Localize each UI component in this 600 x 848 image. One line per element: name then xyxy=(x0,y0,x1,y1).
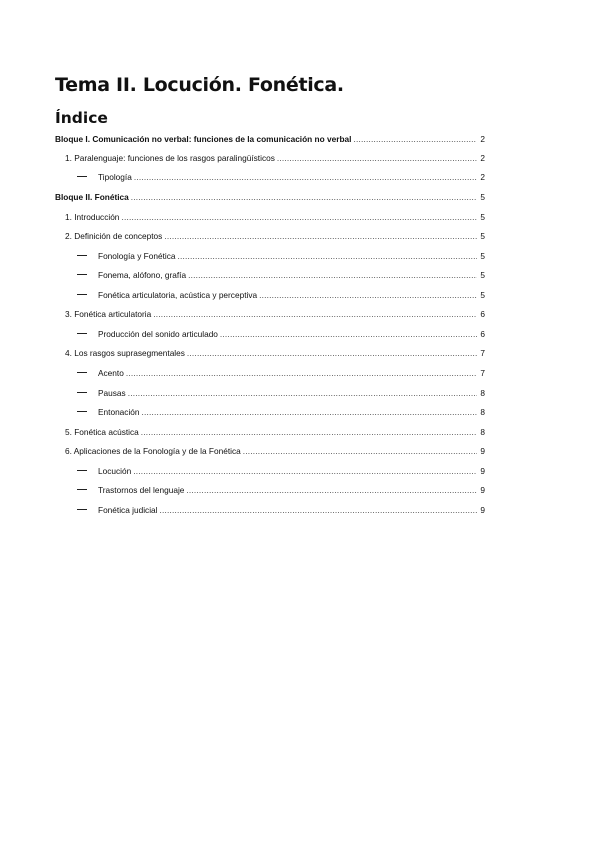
em-dash-bullet xyxy=(77,509,87,510)
em-dash-bullet xyxy=(77,176,87,177)
toc-entry[interactable] xyxy=(65,151,485,165)
toc-entry-text: Producción del sonido articulado xyxy=(98,329,218,339)
toc-entry-text: Entonación xyxy=(98,407,140,417)
toc-entry[interactable] xyxy=(65,229,485,243)
toc-entry-text: Trastornos del lenguaje xyxy=(98,485,185,495)
toc-entry-bloque-1[interactable] xyxy=(55,132,485,146)
toc-entry[interactable] xyxy=(77,503,485,517)
toc-page-number: 5 xyxy=(480,192,485,202)
toc-entry[interactable] xyxy=(77,170,485,184)
toc-leader xyxy=(353,132,477,146)
toc-page-number: 5 xyxy=(480,212,485,222)
toc-entry[interactable] xyxy=(77,288,485,302)
toc-page-number: 6 xyxy=(480,329,485,339)
toc-leader xyxy=(142,405,477,419)
toc-leader xyxy=(128,386,477,400)
toc-page-number: 5 xyxy=(480,290,485,300)
toc-entry[interactable] xyxy=(77,483,485,497)
toc-page-number: 8 xyxy=(480,388,485,398)
toc-leader xyxy=(141,425,477,439)
toc-page-number: 5 xyxy=(480,231,485,241)
index-heading: Índice xyxy=(55,109,108,127)
toc-entry-text: 3. Fonética articulatoria xyxy=(65,309,152,319)
toc-entry[interactable] xyxy=(65,346,485,360)
toc-leader xyxy=(164,229,477,243)
toc-page-number: 2 xyxy=(480,153,485,163)
toc-entry-text: 1. Paralenguaje: funciones de los rasgos paralingüísticos xyxy=(65,153,275,163)
toc-leader xyxy=(126,366,477,380)
toc-leader xyxy=(243,444,477,458)
toc-entry[interactable] xyxy=(77,405,485,419)
em-dash-bullet xyxy=(77,489,87,490)
toc-entry-text: Fonema, alófono, grafía xyxy=(98,270,187,280)
toc-entry-text: Tipología xyxy=(98,172,132,182)
toc-page-number: 7 xyxy=(480,368,485,378)
toc-page-number: 8 xyxy=(480,407,485,417)
toc-entry[interactable] xyxy=(77,464,485,478)
em-dash-bullet xyxy=(77,372,87,373)
toc-page-number: 5 xyxy=(480,270,485,280)
toc-leader xyxy=(220,327,477,341)
toc-page-number: 9 xyxy=(480,466,485,476)
toc-entry-text: Acento xyxy=(98,368,124,378)
toc-page-number: 9 xyxy=(480,505,485,515)
toc-entry[interactable] xyxy=(65,210,485,224)
toc-entry-text: 6. Aplicaciones de la Fonología y de la Fonética xyxy=(65,446,241,456)
toc-entry-text: Fonética articulatoria, acústica y perceptiva xyxy=(98,290,258,300)
toc-page-number: 9 xyxy=(480,485,485,495)
toc-leader xyxy=(187,346,477,360)
toc-entry-text: 1. Introducción xyxy=(65,212,120,222)
toc-entry-text: 5. Fonética acústica xyxy=(65,427,139,437)
em-dash-bullet xyxy=(77,333,87,334)
toc-entry[interactable] xyxy=(65,444,485,458)
toc-leader xyxy=(188,268,477,282)
toc-page-number: 8 xyxy=(480,427,485,437)
em-dash-bullet xyxy=(77,274,87,275)
toc-page-number: 2 xyxy=(480,172,485,182)
toc-entry[interactable] xyxy=(77,249,485,263)
toc-entry[interactable] xyxy=(77,366,485,380)
toc-page-number: 5 xyxy=(480,251,485,261)
em-dash-bullet xyxy=(77,255,87,256)
em-dash-bullet xyxy=(77,294,87,295)
toc-entry[interactable] xyxy=(77,386,485,400)
toc-leader xyxy=(133,464,477,478)
toc-leader xyxy=(277,151,477,165)
toc-leader xyxy=(186,483,477,497)
toc-entry-text: Pausas xyxy=(98,388,126,398)
em-dash-bullet xyxy=(77,392,87,393)
toc-entry-text: Bloque II. Fonética xyxy=(55,192,129,202)
toc-entry-text: Fonología y Fonética xyxy=(98,251,176,261)
toc-page-number: 7 xyxy=(480,348,485,358)
toc-leader xyxy=(177,249,477,263)
toc-leader xyxy=(153,307,477,321)
toc-entry-text: Locución xyxy=(98,466,132,476)
toc-entry-bloque-2[interactable] xyxy=(55,190,485,204)
toc-leader xyxy=(160,503,478,517)
toc-leader xyxy=(259,288,477,302)
document-title: Tema II. Locución. Fonética. xyxy=(55,74,344,96)
toc-entry-text: 2. Definición de conceptos xyxy=(65,231,163,241)
toc-page-number: 6 xyxy=(480,309,485,319)
toc-entry[interactable] xyxy=(65,425,485,439)
toc-entry[interactable] xyxy=(77,327,485,341)
toc-page-number: 2 xyxy=(480,134,485,144)
toc-entry-text: 4. Los rasgos suprasegmentales xyxy=(65,348,185,358)
toc-entry[interactable] xyxy=(77,268,485,282)
toc-entry-text: Fonética judicial xyxy=(98,505,158,515)
toc-leader xyxy=(134,170,477,184)
toc-entry[interactable] xyxy=(65,307,485,321)
toc-leader xyxy=(131,190,477,204)
toc-leader xyxy=(121,210,477,224)
em-dash-bullet xyxy=(77,411,87,412)
em-dash-bullet xyxy=(77,470,87,471)
toc-entry-text: Bloque I. Comunicación no verbal: funciones de la comunicación no verbal xyxy=(55,134,352,144)
toc-page-number: 9 xyxy=(480,446,485,456)
